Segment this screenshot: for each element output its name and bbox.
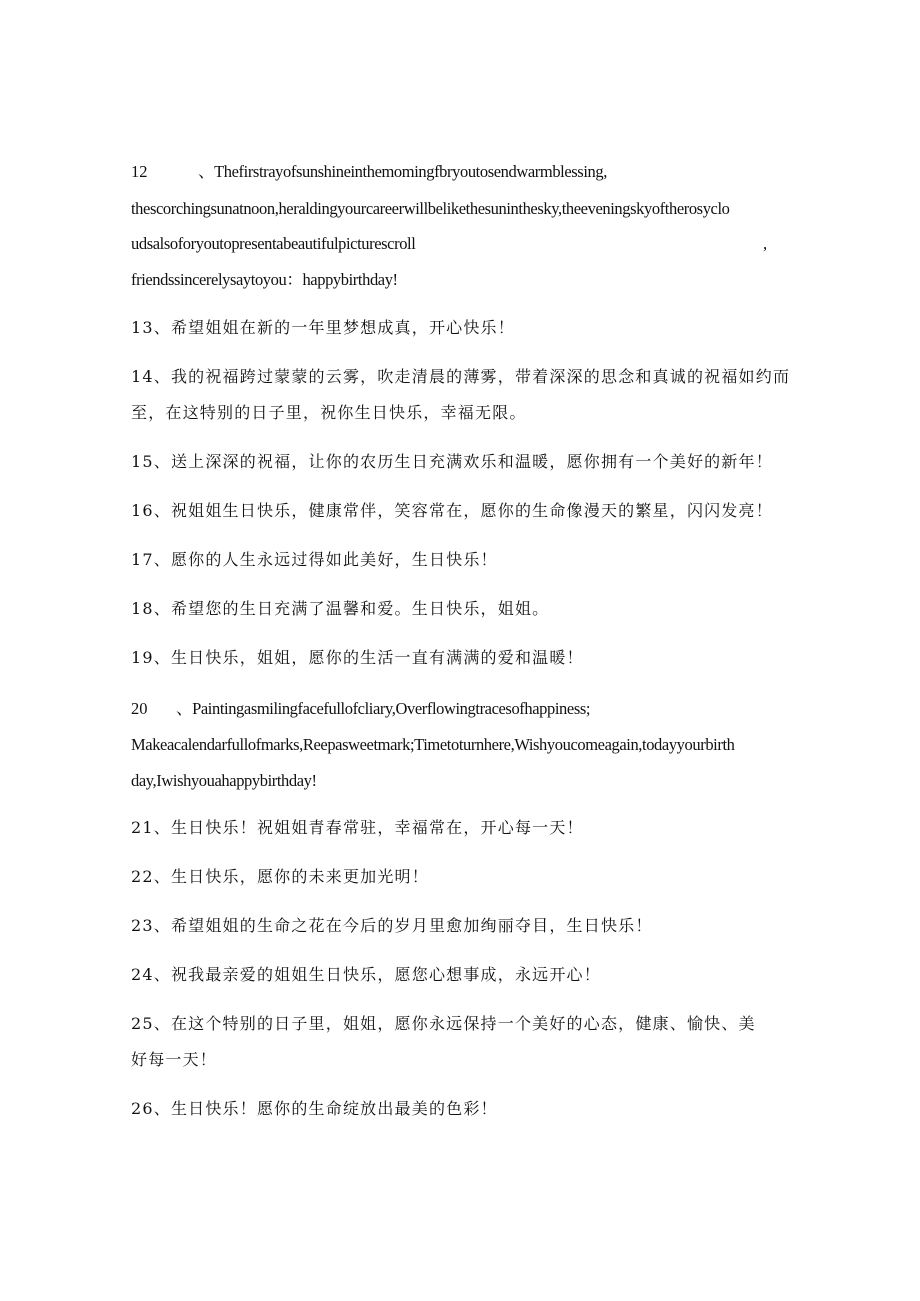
item-text-line: 、Thefirstrayofsunshineinthemomingfbryoutosendwarmblessing, — [198, 162, 607, 181]
item-text-line: Makeacalendarfullofmarks,Reepasweetmark;Timetoturnhere,Wishyoucomeagain,todayyourbirth — [131, 735, 735, 754]
item-text-line: 、Paintingasmilingfacefullofcliary,Overflowingtracesofhappiness; — [176, 699, 591, 718]
wish-item-13: 13、希望姐姐在新的一年里梦想成真，开心快乐！ — [131, 318, 515, 337]
item-text-line: 25、在这个特别的日子里，姐姐，愿你永远保持一个美好的心态，健康、愉快、美 — [131, 1014, 756, 1033]
item-number: 12 — [131, 162, 148, 181]
item-text-line: 14、我的祝福跨过蒙蒙的云雾，吹走清晨的薄雾，带着深深的思念和真诚的祝福如约而 — [131, 367, 791, 386]
item-text-line: udsalsoforyoutopresentabeautifulpicturescroll — [131, 234, 416, 253]
wish-item-16: 16、祝姐姐生日快乐，健康常伴，笑容常在，愿你的生命像漫天的繁星，闪闪发亮！ — [131, 501, 773, 520]
wish-item-19: 19、生日快乐，姐姐，愿你的生活一直有满满的爱和温暖！ — [131, 648, 584, 667]
wish-item-24: 24、祝我最亲爱的姐姐生日快乐，愿您心想事成，永远开心！ — [131, 965, 601, 984]
item-number: 20 — [131, 699, 148, 718]
wish-item-18: 18、希望您的生日充满了温馨和爱。生日快乐，姐姐。 — [131, 599, 550, 618]
item-text-line: day,Iwishyouahappybirthday! — [131, 771, 317, 790]
item-text-line: , — [763, 234, 767, 253]
item-text-line: friendssincerelysaytoyou：happybirthday! — [131, 270, 398, 289]
wish-item-26: 26、生日快乐！愿你的生命绽放出最美的色彩！ — [131, 1099, 498, 1118]
wish-item-22: 22、生日快乐，愿你的未来更加光明！ — [131, 867, 429, 886]
wish-item-23: 23、希望姐姐的生命之花在今后的岁月里愈加绚丽夺目，生日快乐！ — [131, 916, 653, 935]
item-text-line: 至，在这特别的日子里，祝你生日快乐，幸福无限。 — [131, 403, 527, 422]
item-text-line: thescorchingsunatnoon,heraldingyourcareerwillbelikethesuninthesky,theeveningskyoftherosyclo — [131, 199, 730, 218]
wish-item-17: 17、愿你的人生永远过得如此美好，生日快乐！ — [131, 550, 498, 569]
item-text-line: 好每一天！ — [131, 1050, 218, 1069]
wish-item-21: 21、生日快乐！祝姐姐青春常驻，幸福常在，开心每一天！ — [131, 818, 584, 837]
wish-item-15: 15、送上深深的祝福，让你的农历生日充满欢乐和温暖，愿你拥有一个美好的新年！ — [131, 452, 773, 471]
